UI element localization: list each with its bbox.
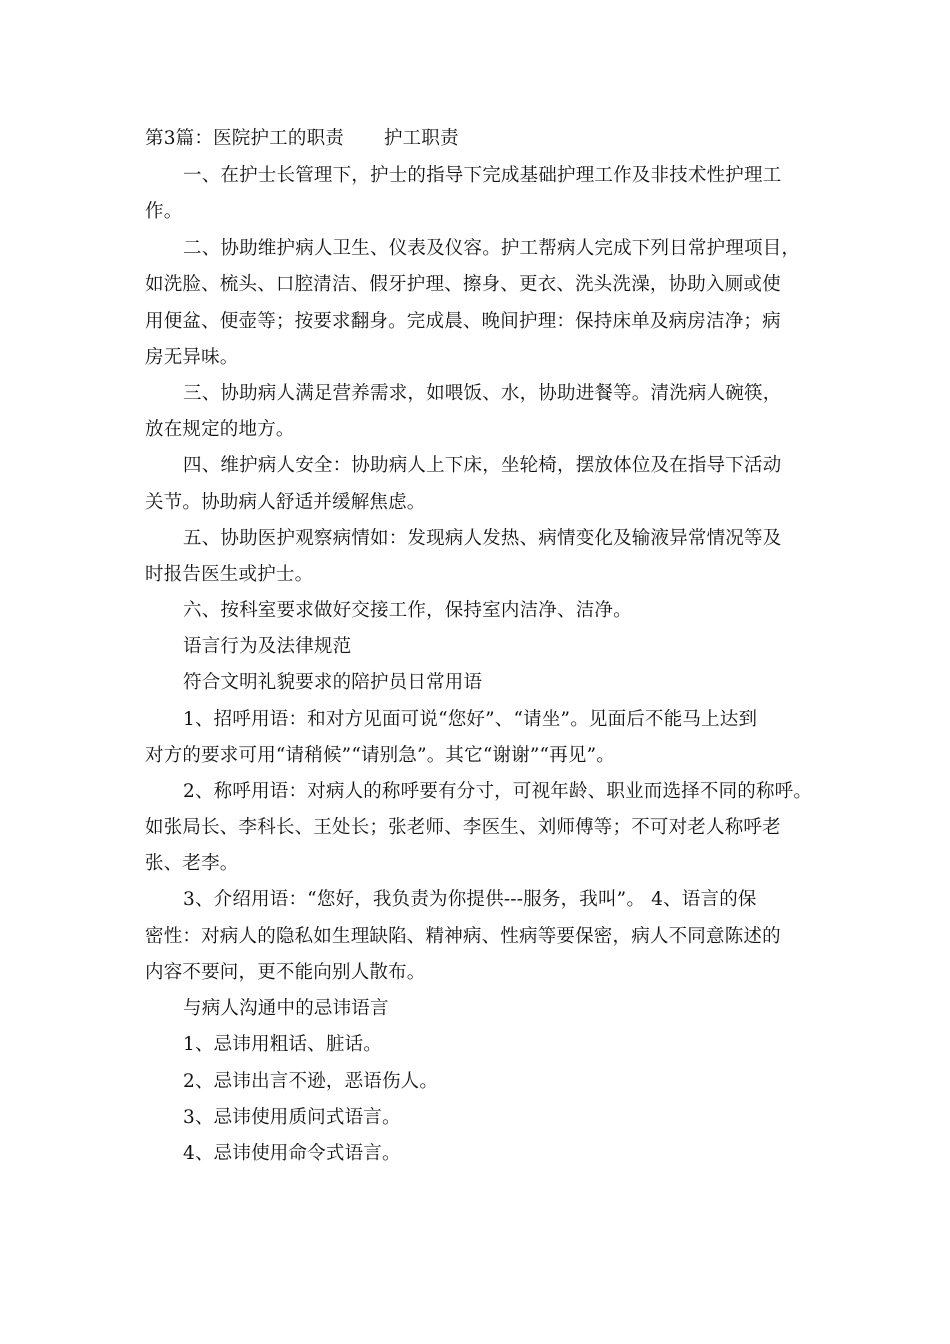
paragraph-line: 如张局长、李科长、王处长；张老师、李医生、刘师傅等；不可对老人称呼老 [145,817,781,838]
paragraph-line: 房无异味。 [145,347,239,368]
paragraph-line: 对方的要求可用“请稍候”“请别急”。其它“谢谢”“再见”。 [145,745,615,766]
paragraph-line: 作。 [145,201,183,222]
paragraph-line: 一、在护士长管理下，护士的指导下完成基础护理工作及非技术性护理工 [183,165,782,186]
paragraph-line: 密性：对病人的隐私如生理缺陷、精神病、性病等要保密，病人不同意陈述的 [145,926,781,947]
paragraph-line: 二、协助维护病人卫生、仪表及仪容。护工帮病人完成下列日常护理项目， [183,238,801,259]
paragraph-line: 五、协助医护观察病情如：发现病人发热、病情变化及输液异常情况等及 [183,528,782,549]
list-item: 3、忌讳使用质问式语言。 [183,1107,401,1128]
section-heading: 符合文明礼貌要求的陪护员日常用语 [183,672,483,693]
section-heading: 语言行为及法律规范 [183,636,352,657]
document-title [145,127,459,151]
paragraph-line: 内容不要问，更不能向别人散布。 [145,962,426,983]
title-text: 第3篇：医院护工的职责 [145,128,344,149]
list-item: 2、忌讳出言不逊，恶语伤人。 [183,1071,439,1092]
paragraph-line: 关节。协助病人舒适并缓解焦虑。 [145,492,426,513]
paragraph-line: 四、维护病人安全：协助病人上下床，坐轮椅，摆放体位及在指导下活动 [183,455,782,476]
paragraph-line: 用便盆、便壶等；按要求翻身。完成晨、晚间护理：保持床单及病房洁净；病 [145,311,781,332]
paragraph-line: 张、老李。 [145,853,239,874]
paragraph-line: 时报告医生或护士。 [145,564,314,585]
paragraph-line: 3、介绍用语：“您好，我负责为你提供---服务，我叫”。 4、语言的保 [183,889,757,910]
paragraph-line: 三、协助病人满足营养需求，如喂饭、水，协助进餐等。清洗病人碗筷， [183,383,782,404]
paragraph-line: 2、称呼用语：对病人的称呼要有分寸，可视年龄、职业而选择不同的称呼。 [183,781,813,802]
title-section: 护工职责 [383,128,459,149]
section-heading: 与病人沟通中的忌讳语言 [183,998,389,1019]
paragraph-line: 1、招呼用语：和对方见面可说“您好”、“请坐”。见面后不能马上达到 [183,709,758,730]
list-item: 1、忌讳用粗话、脏话。 [183,1034,382,1055]
list-item: 4、忌讳使用命令式语言。 [183,1143,401,1164]
paragraph-line: 六、按科室要求做好交接工作，保持室内洁净、洁净。 [183,600,632,621]
paragraph-line: 放在规定的地方。 [145,419,295,440]
paragraph-line: 如洗脸、梳头、口腔清洁、假牙护理、擦身、更衣、洗头洗澡，协助入厕或使 [145,274,781,295]
